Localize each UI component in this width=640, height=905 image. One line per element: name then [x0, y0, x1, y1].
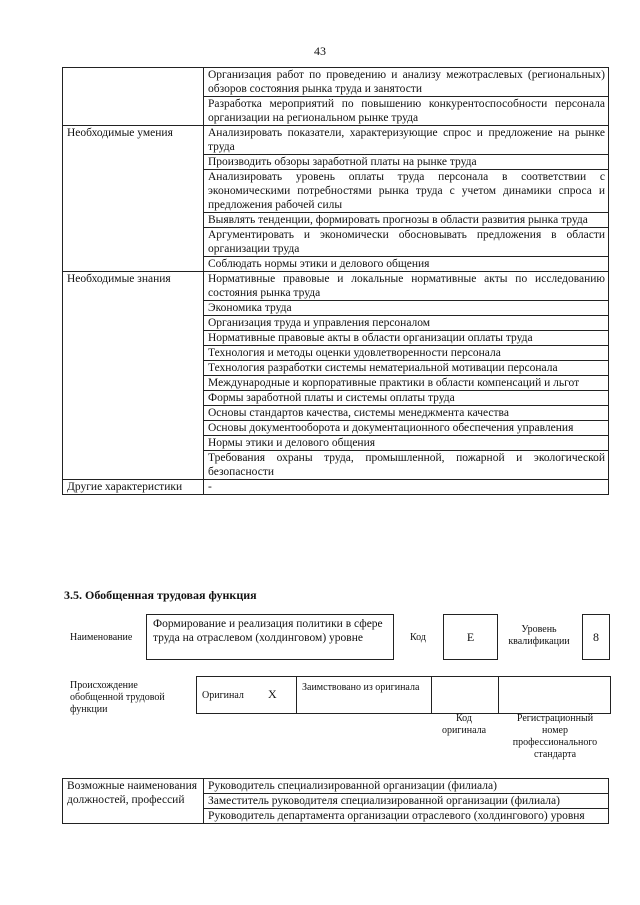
code-original-caption: Код оригинала [441, 713, 487, 736]
row-item: Разработка мероприятий по повышению конкурентоспособности персонала организации на региональном рынке труда [204, 97, 609, 126]
table-row [63, 779, 609, 794]
row-label [63, 68, 204, 126]
row-label: Необходимые умения [63, 126, 204, 272]
row-item: Организация работ по проведению и анализу межотраслевых (региональных) обзоров состояния рынка труда и занятости [204, 68, 609, 97]
row-label: Другие характеристики [63, 480, 204, 495]
row-item: Международные и корпоративные практики в области компенсаций и льгот [204, 376, 609, 391]
origin-divider-1 [296, 676, 297, 714]
table-row [63, 480, 609, 495]
competency-table [62, 67, 609, 495]
table-row [63, 68, 609, 97]
row-item: Основы документооборота и документационного обеспечения управления [204, 421, 609, 436]
row-item: Основы стандартов качества, системы менеджмента качества [204, 406, 609, 421]
row-item: Нормы этики и делового общения [204, 436, 609, 451]
origin-label: Происхождение обобщенной трудовой функции [70, 680, 165, 715]
position-item: Руководитель департамента организации отраслевого (холдингового) уровня [204, 809, 609, 824]
positions-table [62, 778, 609, 824]
row-item: Нормативные правовые и локальные нормативные акты по исследованию состояния рынка труда [204, 272, 609, 301]
registration-caption: Регистрационный номер профессионального стандарта [512, 713, 598, 760]
level-value: 8 [593, 629, 599, 644]
row-item: Производить обзоры заработной платы на рынке труда [204, 155, 609, 170]
row-item: Технология и методы оценки удовлетворенности персонала [204, 346, 609, 361]
origin-divider-2 [431, 676, 432, 714]
level-label: Уровень квалификации [508, 624, 570, 647]
table-row [63, 126, 609, 155]
original-mark: X [268, 687, 277, 701]
level-box [582, 614, 610, 660]
table-row [63, 272, 609, 301]
row-item: Требования охраны труда, промышленной, пожарной и экологической безопасности [204, 451, 609, 480]
original-label: Оригинал [202, 690, 244, 701]
code-box [443, 614, 498, 660]
row-item: Аргументировать и экономически обосновывать предложения в области организации труда [204, 228, 609, 257]
page-number: 43 [314, 44, 326, 58]
row-item: Соблюдать нормы этики и делового общения [204, 257, 609, 272]
row-item: Экономика труда [204, 301, 609, 316]
section-heading: 3.5. Обобщенная трудовая функция [64, 588, 257, 602]
row-item: Анализировать показатели, характеризующие спрос и предложение на рынке труда [204, 126, 609, 155]
origin-divider-3 [498, 676, 499, 714]
row-item: - [204, 480, 609, 495]
row-item: Организация труда и управления персоналом [204, 316, 609, 331]
position-item: Руководитель специализированной организации (филиала) [204, 779, 609, 794]
row-item: Выявлять тенденции, формировать прогнозы в области развития рынка труда [204, 213, 609, 228]
position-item: Заместитель руководителя специализированной организации (филиала) [204, 794, 609, 809]
code-label: Код [410, 632, 426, 643]
name-label: Наименование [70, 632, 133, 643]
row-item: Формы заработной платы и системы оплаты труда [204, 391, 609, 406]
positions-label: Возможные наименования должностей, профессий [63, 779, 204, 824]
row-label: Необходимые знания [63, 272, 204, 480]
row-item: Нормативные правовые акты в области организации оплаты труда [204, 331, 609, 346]
function-name: Формирование и реализация политики в сфере труда на отраслевом (холдинговом) уровне [153, 618, 383, 644]
borrowed-label: Заимствовано из оригинала [302, 682, 420, 693]
row-item: Технология разработки системы нематериальной мотивации персонала [204, 361, 609, 376]
function-name-box [146, 614, 394, 660]
row-item: Анализировать уровень оплаты труда персонала в соответствии с экономическими потребностями рынка труда с учетом динамики спроса и предложения рабочей силы [204, 170, 609, 213]
code-value: E [466, 629, 475, 644]
